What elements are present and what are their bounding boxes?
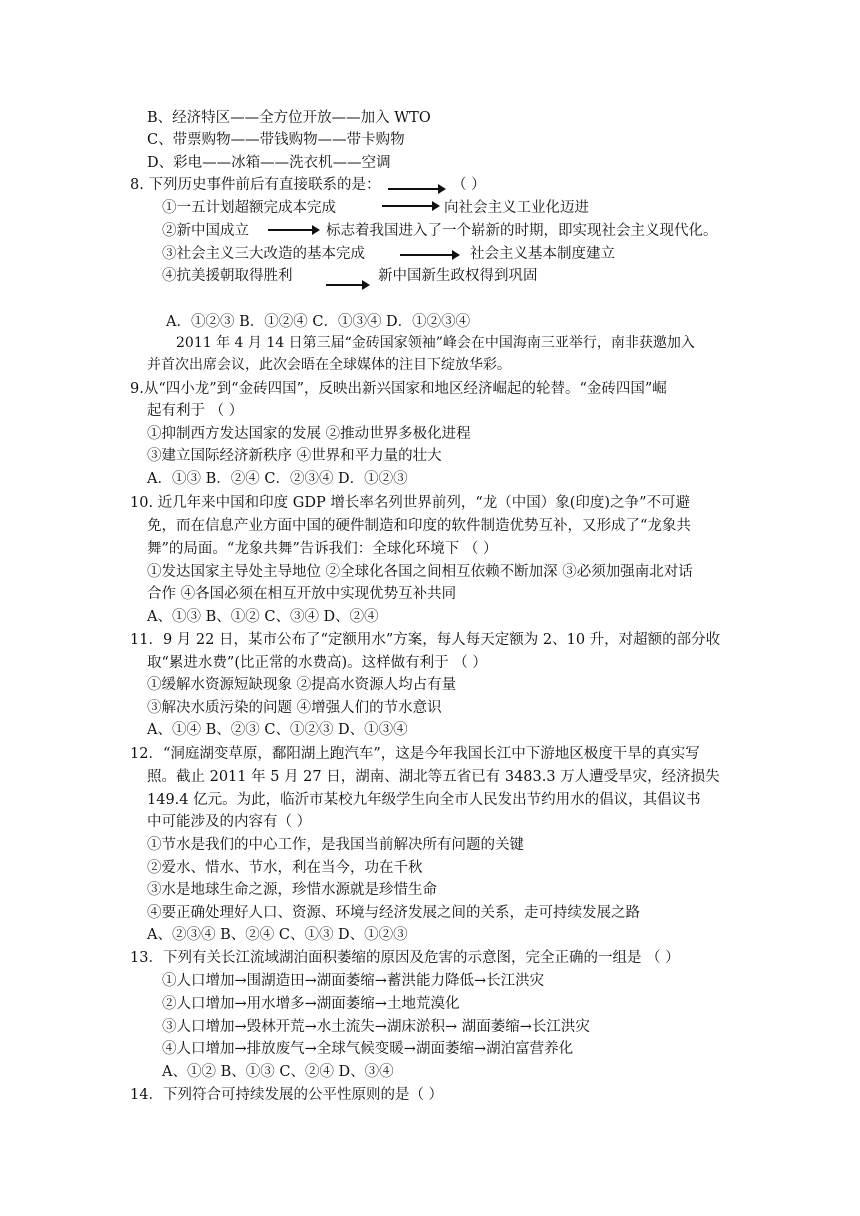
q10-line-2: 免，而在信息产业方面中国的硬件制造和印度的软件制造优势互补，又形成了“龙象共 bbox=[147, 518, 691, 534]
q11-options: A、①④ B、②③ C、①②③ D、①③④ bbox=[147, 722, 408, 738]
q12-line-4: 中可能涉及的内容有（ ） bbox=[147, 814, 312, 830]
q12-item-4: ④要正确处理好人口、资源、环境与经济发展之间的关系，走可持续发展之路 bbox=[147, 905, 640, 921]
q10-line-3: 舞”的局面。“龙象共舞”告诉我们：全球化环境下 （ ） bbox=[147, 541, 498, 557]
q8-item-right: 社会主义基本制度建立 bbox=[470, 246, 615, 262]
q13-item-2: ②人口增加→用水增多→湖面萎缩→土地荒漠化 bbox=[162, 996, 460, 1012]
q12-item-3: ③水是地球生命之源，珍惜水源就是珍惜生命 bbox=[147, 882, 437, 898]
q11-line-4: ③解决水质污染的问题 ④增强人们的节水意识 bbox=[147, 700, 442, 716]
q13-item-3: ③人口增加→毁林开荒→水土流失→湖床淤积→ 湖面萎缩→长江洪灾 bbox=[162, 1019, 590, 1035]
passage-line-2: 并首次出席会议，此次会晤在全球媒体的注目下绽放华彩。 bbox=[147, 357, 511, 373]
q9-line-3: ①抑制西方发达国家的发展 ②推动世界多极化进程 bbox=[147, 426, 471, 442]
q13-stem: 13．下列有关长江流域湖泊面积萎缩的原因及危害的示意图，完全正确的一组是 （ ） bbox=[130, 950, 680, 966]
q8-item-right: 新中国新生政权得到巩固 bbox=[378, 268, 538, 284]
q9-line-1: 9.从“四小龙”到“金砖四国”，反映出新兴国家和地区经济崛起的轮替。“金砖四国”崛 bbox=[130, 381, 667, 397]
arrow-icon bbox=[268, 229, 318, 231]
q11-line-3: ①缓解水资源短缺现象 ②提高水资源人均占有量 bbox=[147, 677, 457, 693]
q10-line-5: 合作 ④各国必须在相互开放中实现优势互补共同 bbox=[147, 586, 457, 602]
q12-line-2: 照。截止 2011 年 5 月 27 日，湖南、湖北等五省已有 3483.3 万人遭受旱灾，经济损失 bbox=[147, 769, 720, 785]
arrow-icon bbox=[382, 205, 438, 207]
q8-item-right: 标志着我国进入了一个崭新的时期，即实现社会主义现代化。 bbox=[326, 223, 718, 239]
q11-line-1: 11．9 月 22 日，某市公布了“定额用水”方案，每人每天定额为 2、10 升，对超额的部分收 bbox=[130, 632, 721, 648]
q8-item-left: ④抗美援朝取得胜利 bbox=[162, 268, 293, 284]
q9-options: A．①③ B．②④ C．②③④ D．①②③ bbox=[147, 471, 408, 487]
q12-item-1: ①节水是我们的中心工作，是我国当前解决所有问题的关键 bbox=[147, 837, 524, 853]
q8-stem: 8. 下列历史事件前后有直接联系的是： bbox=[130, 177, 381, 193]
q13-item-1: ①人口增加→围湖造田→湖面萎缩→蓄洪能力降低→长江洪灾 bbox=[162, 973, 545, 989]
arrow-icon bbox=[400, 254, 458, 256]
passage-line-1: 2011 年 4 月 14 日第三届“金砖国家领袖”峰会在中国海南三亚举行，南非获邀加入 bbox=[176, 335, 695, 351]
q9-line-2: 起有利于 （ ） bbox=[147, 403, 244, 419]
q8-item-left: ②新中国成立 bbox=[162, 223, 249, 239]
q12-line-3: 149.4 亿元。为此，临沂市某校九年级学生向全市人民发出节约用水的倡议，其倡议书 bbox=[147, 792, 701, 808]
q14-stem: 14．下列符合可持续发展的公平性原则的是（ ） bbox=[130, 1087, 444, 1103]
q8-options: A．①②③ B．①②④ C．①③④ D．①②③④ bbox=[166, 314, 471, 330]
q11-line-2: 取“累进水费”(比正常的水费高)。这样做有利于 （ ） bbox=[147, 655, 487, 671]
q7-option-c: C、带票购物——带钱购物——带卡购物 bbox=[147, 132, 405, 148]
q10-options: A、①③ B、①② C、③④ D、②④ bbox=[147, 609, 379, 625]
q7-option-d: D、彩电——冰箱——洗衣机——空调 bbox=[147, 155, 391, 171]
q8-item-left: ①一五计划超额完成本完成 bbox=[162, 200, 336, 216]
q12-item-2: ②爱水、惜水、节水，利在当今，功在千秋 bbox=[147, 860, 423, 876]
q10-line-1: 10. 近几年来中国和印度 GDP 增长率名列世界前列，“龙（中国）象(印度)之争”不可避 bbox=[130, 495, 690, 511]
q9-line-4: ③建立国际经济新秩序 ④世界和平力量的壮大 bbox=[147, 448, 442, 464]
q8-answer-paren: （ ） bbox=[452, 177, 486, 193]
q13-options: A、①② B、①③ C、②④ D、③④ bbox=[162, 1064, 394, 1080]
q8-item-right: 向社会主义工业化迈进 bbox=[444, 200, 589, 216]
q12-options: A、②③④ B、②④ C、①③ D、①②③ bbox=[147, 927, 408, 943]
arrow-icon bbox=[388, 188, 444, 190]
q10-line-4: ①发达国家主导处主导地位 ②全球化各国之间相互依赖不断加深 ③必须加强南北对话 bbox=[147, 564, 693, 580]
q8-item-left: ③社会主义三大改造的基本完成 bbox=[162, 246, 365, 262]
arrow-icon bbox=[326, 284, 368, 286]
q13-item-4: ④人口增加→排放废气→全球气候变暖→湖面萎缩→湖泊富营养化 bbox=[162, 1041, 574, 1057]
q12-line-1: 12．“洞庭湖变草原，鄱阳湖上跑汽车”，这是今年我国长江中下游地区极度干旱的真实写 bbox=[130, 746, 700, 762]
q7-option-b: B、经济特区——全方位开放——加入 WTO bbox=[147, 110, 431, 126]
